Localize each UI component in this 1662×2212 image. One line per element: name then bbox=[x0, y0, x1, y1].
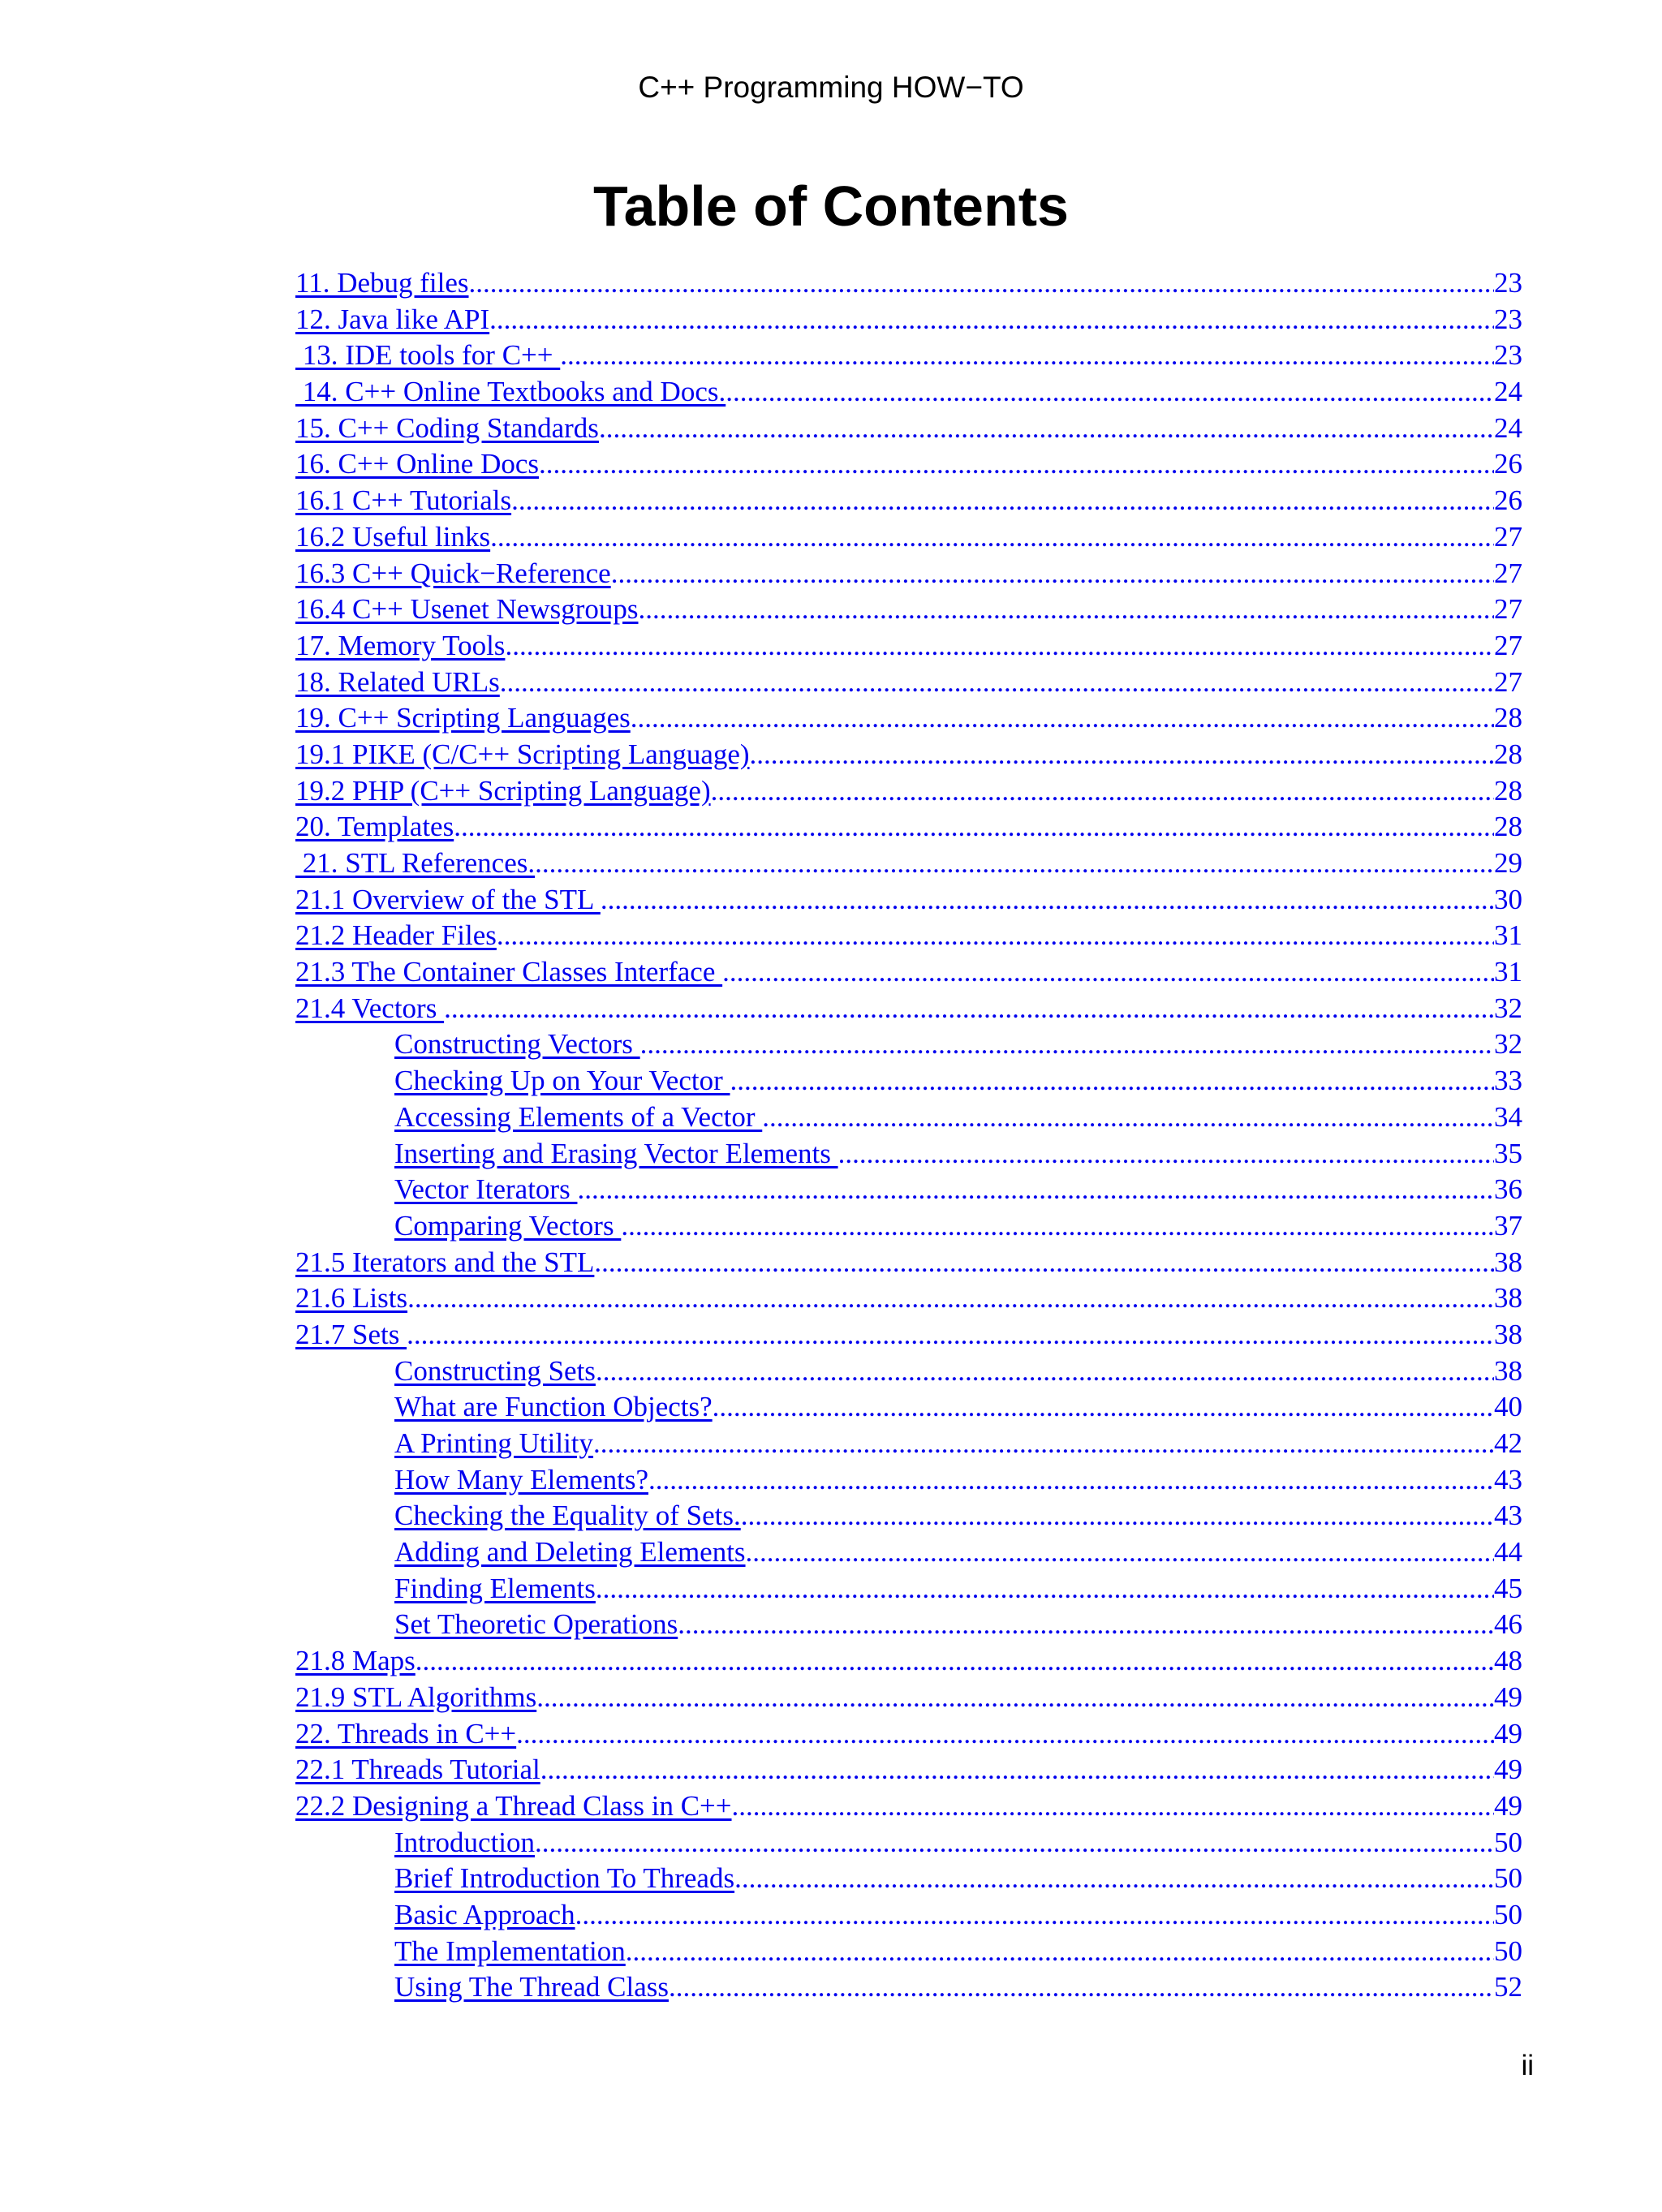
toc-page-number[interactable]: 27 bbox=[1494, 557, 1522, 589]
toc-entry-link[interactable]: 21.7 Sets bbox=[295, 1318, 407, 1350]
toc-page-number[interactable]: 28 bbox=[1494, 702, 1522, 734]
toc-entry-link[interactable]: 12. Java like API bbox=[295, 303, 490, 335]
toc-entry-link[interactable]: Finding Elements bbox=[394, 1572, 596, 1604]
toc-page-number[interactable]: 26 bbox=[1494, 484, 1522, 517]
toc-leader-dots bbox=[741, 1498, 1494, 1534]
toc-leader-dots bbox=[490, 519, 1494, 556]
toc-page-number[interactable]: 33 bbox=[1494, 1065, 1522, 1097]
toc-leader-dots bbox=[500, 665, 1494, 701]
toc-entry-link[interactable]: Introduction bbox=[394, 1826, 536, 1858]
toc-leader-dots bbox=[577, 1172, 1494, 1208]
toc-page-number[interactable]: 23 bbox=[1494, 303, 1522, 335]
toc-entry-link[interactable]: 11. Debug files bbox=[295, 267, 469, 299]
toc-entry-link[interactable]: Brief Introduction To Threads bbox=[394, 1862, 735, 1895]
toc-page-number[interactable]: 44 bbox=[1494, 1536, 1522, 1569]
toc-entry[interactable] bbox=[295, 773, 1522, 810]
toc-page-number[interactable]: 35 bbox=[1494, 1137, 1522, 1169]
toc-entry[interactable] bbox=[295, 302, 1522, 338]
toc-page-number[interactable]: 49 bbox=[1494, 1681, 1522, 1713]
toc-leader-dots bbox=[444, 991, 1494, 1027]
toc-page-number[interactable]: 24 bbox=[1494, 376, 1522, 408]
toc-leader-dots bbox=[611, 556, 1494, 592]
toc-leader-dots bbox=[678, 1607, 1494, 1643]
toc-entry[interactable] bbox=[295, 1280, 1522, 1317]
toc-leader-dots bbox=[601, 882, 1494, 919]
toc-entry[interactable] bbox=[295, 1317, 1522, 1353]
toc-entry[interactable] bbox=[295, 1100, 1522, 1136]
toc-leader-dots bbox=[838, 1136, 1494, 1173]
toc-entry[interactable] bbox=[295, 665, 1522, 701]
toc-entry-link[interactable]: 18. Related URLs bbox=[295, 665, 500, 698]
toc-leader-dots bbox=[536, 1680, 1494, 1716]
toc-leader-dots bbox=[726, 374, 1494, 411]
toc-entry-link[interactable]: 21.9 STL Algorithms bbox=[295, 1681, 537, 1713]
toc-leader-dots bbox=[730, 1063, 1494, 1100]
toc-leader-dots bbox=[762, 1100, 1494, 1136]
toc-leader-dots bbox=[575, 1897, 1494, 1934]
toc-entry[interactable] bbox=[295, 1063, 1522, 1100]
toc-entry[interactable] bbox=[295, 1498, 1522, 1534]
toc-page-number[interactable]: 50 bbox=[1494, 1862, 1522, 1895]
toc-leader-dots bbox=[594, 1245, 1494, 1281]
toc-entry-link[interactable]: Using The Thread Class bbox=[394, 1971, 669, 2003]
toc-page-number[interactable]: 28 bbox=[1494, 774, 1522, 807]
toc-entry[interactable] bbox=[295, 846, 1522, 882]
toc-leader-dots bbox=[648, 1462, 1494, 1499]
toc-entry-link[interactable]: Set Theoretic Operations bbox=[394, 1608, 678, 1641]
toc-entry[interactable] bbox=[295, 1245, 1522, 1281]
toc-entry-link[interactable]: Adding and Deleting Elements bbox=[394, 1536, 746, 1569]
toc-leader-dots bbox=[497, 918, 1494, 954]
toc-leader-dots bbox=[599, 411, 1494, 447]
toc-entry-link[interactable]: 16.4 C++ Usenet Newsgroups bbox=[295, 593, 639, 626]
toc-entry[interactable] bbox=[295, 1897, 1522, 1934]
toc-entry[interactable] bbox=[295, 1426, 1522, 1462]
toc-entry-link[interactable]: How Many Elements? bbox=[394, 1463, 648, 1495]
toc-entry[interactable] bbox=[295, 1643, 1522, 1680]
toc-page-number[interactable]: 50 bbox=[1494, 1934, 1522, 1967]
toc-entry[interactable] bbox=[295, 556, 1522, 592]
toc-leader-dots bbox=[732, 1788, 1494, 1825]
toc-entry[interactable] bbox=[295, 1172, 1522, 1208]
page-title: Table of Contents bbox=[593, 174, 1069, 238]
toc-entry-link[interactable]: 19.2 PHP (C++ Scripting Language) bbox=[295, 774, 711, 807]
toc-leader-dots bbox=[711, 773, 1494, 810]
toc-page-number[interactable]: 27 bbox=[1494, 520, 1522, 553]
toc-page-number[interactable]: 26 bbox=[1494, 448, 1522, 480]
toc-leader-dots bbox=[713, 1389, 1494, 1426]
toc-leader-dots bbox=[489, 302, 1494, 338]
toc-page-number[interactable]: 28 bbox=[1494, 738, 1522, 770]
toc-page-number[interactable]: 43 bbox=[1494, 1463, 1522, 1495]
toc-entry-link[interactable]: 16.2 Useful links bbox=[295, 520, 491, 553]
toc-entry-link[interactable]: Basic Approach bbox=[394, 1898, 575, 1930]
toc-entry[interactable] bbox=[295, 1462, 1522, 1499]
toc-entry-link[interactable]: 21.6 Lists bbox=[295, 1282, 408, 1315]
toc-page-number[interactable]: 29 bbox=[1494, 847, 1522, 879]
toc-leader-dots bbox=[535, 1825, 1494, 1861]
toc-page-number[interactable]: 28 bbox=[1494, 811, 1522, 843]
toc-page-number[interactable]: 40 bbox=[1494, 1391, 1522, 1423]
toc-entry-link[interactable]: 19.1 PIKE (C/C++ Scripting Language) bbox=[295, 738, 750, 770]
toc-entry[interactable] bbox=[295, 918, 1522, 954]
toc-entry[interactable] bbox=[295, 1136, 1522, 1173]
toc-entry[interactable] bbox=[295, 1861, 1522, 1897]
toc-page-number[interactable]: 27 bbox=[1494, 629, 1522, 661]
toc-leader-dots bbox=[407, 1280, 1494, 1317]
toc-entry-link[interactable]: 15. C++ Coding Standards bbox=[295, 411, 599, 444]
toc-leader-dots bbox=[669, 1969, 1494, 2006]
toc-entry[interactable] bbox=[295, 1389, 1522, 1426]
toc-leader-dots bbox=[621, 1208, 1494, 1245]
table-of-contents bbox=[295, 265, 1522, 2006]
toc-entry[interactable] bbox=[295, 1208, 1522, 1245]
toc-entry[interactable] bbox=[295, 1607, 1522, 1643]
toc-leader-dots bbox=[535, 846, 1494, 882]
toc-leader-dots bbox=[596, 1353, 1494, 1390]
toc-entry-link[interactable]: 21.3 The Container Classes Interface bbox=[295, 956, 723, 988]
toc-entry-link[interactable]: 16. C++ Online Docs bbox=[295, 448, 540, 480]
toc-page-number[interactable]: 24 bbox=[1494, 411, 1522, 444]
toc-entry-link[interactable]: 21. STL References. bbox=[295, 847, 536, 879]
toc-entry[interactable] bbox=[295, 991, 1522, 1027]
toc-entry-link[interactable]: 19. C++ Scripting Languages bbox=[295, 702, 631, 734]
toc-entry-link[interactable]: Comparing Vectors bbox=[394, 1209, 622, 1242]
toc-entry-link[interactable]: 22.2 Designing a Thread Class in C++ bbox=[295, 1789, 732, 1822]
toc-leader-dots bbox=[596, 1571, 1494, 1607]
toc-leader-dots bbox=[639, 592, 1495, 628]
toc-entry[interactable] bbox=[295, 483, 1522, 519]
toc-page-number[interactable]: 36 bbox=[1494, 1173, 1522, 1206]
page-number: ii bbox=[1521, 2050, 1534, 2081]
toc-entry[interactable] bbox=[295, 1752, 1522, 1788]
toc-entry[interactable] bbox=[295, 1353, 1522, 1390]
toc-entry-link[interactable]: 16.1 C++ Tutorials bbox=[295, 484, 512, 517]
toc-leader-dots bbox=[734, 1861, 1494, 1897]
toc-leader-dots bbox=[469, 265, 1494, 302]
toc-entry[interactable] bbox=[295, 1969, 1522, 2006]
toc-page-number[interactable]: 50 bbox=[1494, 1898, 1522, 1930]
toc-page-number[interactable]: 38 bbox=[1494, 1354, 1522, 1387]
toc-leader-dots bbox=[626, 1934, 1494, 1970]
toc-page-number[interactable]: 49 bbox=[1494, 1754, 1522, 1786]
toc-page-number[interactable]: 23 bbox=[1494, 339, 1522, 372]
toc-entry[interactable] bbox=[295, 1571, 1522, 1607]
toc-leader-dots bbox=[722, 954, 1494, 991]
toc-leader-dots bbox=[750, 737, 1494, 773]
toc-entry-link[interactable]: Checking Up on Your Vector bbox=[394, 1065, 730, 1097]
toc-entry[interactable] bbox=[295, 1534, 1522, 1571]
toc-leader-dots bbox=[540, 1752, 1494, 1788]
toc-entry-link[interactable]: 13. IDE tools for C++ bbox=[295, 339, 561, 372]
toc-page-number[interactable]: 52 bbox=[1494, 1971, 1522, 2003]
toc-page-number[interactable]: 31 bbox=[1494, 919, 1522, 952]
toc-entry[interactable] bbox=[295, 1788, 1522, 1825]
toc-page-number[interactable]: 34 bbox=[1494, 1100, 1522, 1133]
toc-entry[interactable] bbox=[295, 737, 1522, 773]
toc-leader-dots bbox=[416, 1643, 1494, 1680]
toc-entry[interactable] bbox=[295, 954, 1522, 991]
toc-page-number[interactable]: 48 bbox=[1494, 1645, 1522, 1677]
toc-entry[interactable] bbox=[295, 809, 1522, 846]
toc-entry[interactable] bbox=[295, 374, 1522, 411]
toc-entry-link[interactable]: 22. Threads in C++ bbox=[295, 1717, 517, 1749]
toc-leader-dots bbox=[593, 1426, 1494, 1462]
toc-leader-dots bbox=[631, 700, 1494, 737]
toc-entry[interactable] bbox=[295, 265, 1522, 302]
toc-entry-link[interactable]: Vector Iterators bbox=[394, 1173, 578, 1206]
toc-leader-dots bbox=[560, 338, 1494, 374]
toc-entry[interactable] bbox=[295, 1716, 1522, 1753]
running-header: C++ Programming HOW−TO bbox=[638, 71, 1024, 104]
toc-entry[interactable] bbox=[295, 338, 1522, 374]
toc-entry-link[interactable]: Accessing Elements of a Vector bbox=[394, 1100, 763, 1133]
toc-entry[interactable] bbox=[295, 411, 1522, 447]
toc-entry-link[interactable]: 21.5 Iterators and the STL bbox=[295, 1246, 595, 1278]
toc-entry-link[interactable]: 22.1 Threads Tutorial bbox=[295, 1754, 540, 1786]
toc-page-number[interactable]: 50 bbox=[1494, 1826, 1522, 1858]
toc-leader-dots bbox=[454, 809, 1494, 846]
toc-page-number[interactable]: 49 bbox=[1494, 1789, 1522, 1822]
toc-entry-link[interactable]: 20. Templates bbox=[295, 811, 454, 843]
toc-page-number[interactable]: 43 bbox=[1494, 1500, 1522, 1532]
toc-page-number[interactable]: 30 bbox=[1494, 883, 1522, 915]
toc-entry[interactable] bbox=[295, 700, 1522, 737]
toc-entry[interactable] bbox=[295, 1026, 1522, 1063]
toc-entry[interactable] bbox=[295, 592, 1522, 628]
toc-entry[interactable] bbox=[295, 628, 1522, 665]
toc-entry-link[interactable]: Constructing Vectors bbox=[394, 1028, 640, 1061]
toc-entry-link[interactable]: Checking the Equality of Sets. bbox=[394, 1500, 741, 1532]
toc-leader-dots bbox=[407, 1317, 1494, 1353]
toc-page-number[interactable]: 38 bbox=[1494, 1282, 1522, 1315]
toc-entry[interactable] bbox=[295, 1680, 1522, 1716]
toc-page-number[interactable]: 42 bbox=[1494, 1427, 1522, 1459]
toc-entry-link[interactable]: 21.4 Vectors bbox=[295, 992, 445, 1024]
toc-entry[interactable] bbox=[295, 882, 1522, 919]
toc-page-number[interactable]: 27 bbox=[1494, 593, 1522, 626]
toc-leader-dots bbox=[746, 1534, 1494, 1571]
toc-entry[interactable] bbox=[295, 1934, 1522, 1970]
toc-entry[interactable] bbox=[295, 519, 1522, 556]
toc-leader-dots bbox=[539, 446, 1494, 483]
toc-entry[interactable] bbox=[295, 1825, 1522, 1861]
toc-entry-link[interactable]: 21.1 Overview of the STL bbox=[295, 883, 601, 915]
toc-page-number[interactable]: 32 bbox=[1494, 992, 1522, 1024]
toc-entry-link[interactable]: 17. Memory Tools bbox=[295, 629, 506, 661]
toc-page-number[interactable]: 31 bbox=[1494, 956, 1522, 988]
toc-page-number[interactable]: 27 bbox=[1494, 665, 1522, 698]
toc-page-number[interactable]: 23 bbox=[1494, 267, 1522, 299]
toc-leader-dots bbox=[505, 628, 1494, 665]
toc-entry-link[interactable]: 21.8 Maps bbox=[295, 1645, 416, 1677]
toc-entry-link[interactable]: 21.2 Header Files bbox=[295, 919, 497, 952]
toc-leader-dots bbox=[640, 1026, 1494, 1063]
toc-page-number[interactable]: 38 bbox=[1494, 1246, 1522, 1278]
toc-entry-link[interactable]: Constructing Sets bbox=[394, 1354, 596, 1387]
toc-entry[interactable] bbox=[295, 446, 1522, 483]
toc-entry-link[interactable]: 16.3 C++ Quick−Reference bbox=[295, 557, 611, 589]
toc-page-number[interactable]: 45 bbox=[1494, 1572, 1522, 1604]
toc-page-number[interactable]: 38 bbox=[1494, 1318, 1522, 1350]
toc-entry-link[interactable]: The Implementation bbox=[394, 1934, 626, 1967]
toc-entry-link[interactable]: What are Function Objects? bbox=[394, 1391, 713, 1423]
toc-entry-link[interactable]: Inserting and Erasing Vector Elements bbox=[394, 1137, 838, 1169]
toc-entry-link[interactable]: A Printing Utility bbox=[394, 1427, 594, 1459]
toc-entry-link[interactable]: 14. C++ Online Textbooks and Docs. bbox=[295, 376, 726, 408]
toc-leader-dots bbox=[516, 1716, 1494, 1753]
toc-leader-dots bbox=[511, 483, 1494, 519]
toc-page-number[interactable]: 37 bbox=[1494, 1209, 1522, 1242]
toc-page-number[interactable]: 49 bbox=[1494, 1717, 1522, 1749]
toc-page-number[interactable]: 46 bbox=[1494, 1608, 1522, 1641]
toc-page-number[interactable]: 32 bbox=[1494, 1028, 1522, 1061]
